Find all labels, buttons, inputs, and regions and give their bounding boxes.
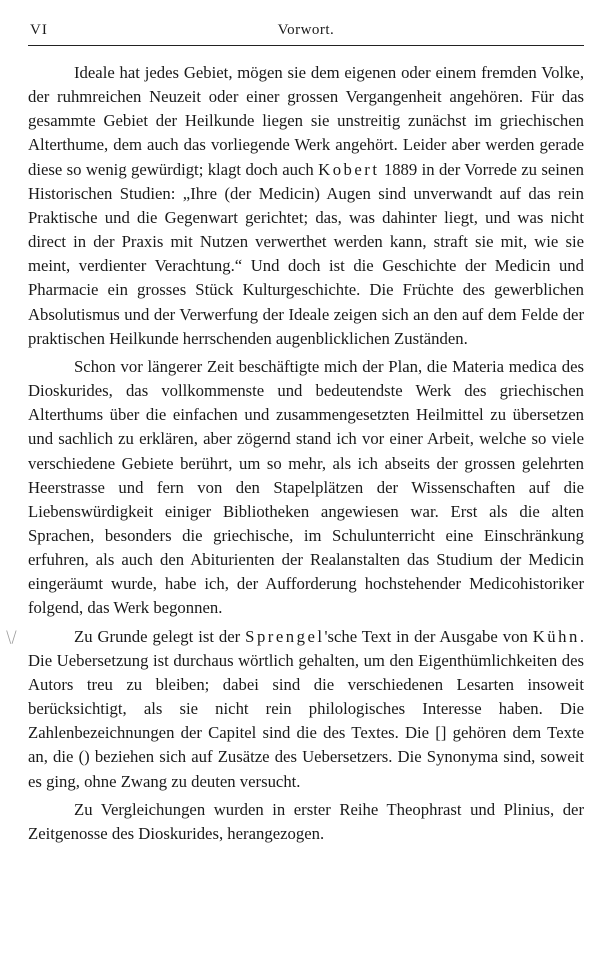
header-rule — [28, 45, 584, 46]
margin-pencil-mark: \/ — [6, 626, 17, 646]
running-title: Vorwort. — [277, 22, 335, 38]
text-run: . Die Uebersetzung ist durchaus wörtlich gehalten, um den Eigenthümlichkeiten des Autors treu zu bleiben; dabei sind die verschiedenen Lesarten insoweit berücksichtigt, als sie nicht rein philologisches Interesse haben. Die Zahlenbezeichnungen der Capitel sind die des Textes. Die [] gehören dem Texte an, die () beziehen sich auf Zusätze des Uebersetzers. Die Synonyma sind, soweit es ging, ohne Zwang zu deuten versucht. — [28, 626, 584, 791]
body-text — [6, 61, 584, 846]
spaced-name: Kühn — [532, 626, 580, 646]
paragraph — [28, 798, 584, 846]
text-run: Ideale hat jedes Gebiet, mögen sie dem eigenen oder einem fremden Volke, der ruhmreichen Neuzeit oder einer grossen Vergangenheit angehören. Für das gesammte Gebiet der Heilkunde liegen sie unstreitig zunächst im griechischen Alterthume, dem auch das vorliegende Werk angehört. Leider aber werden gerade diese so wenig gewürdigt; klagt doch auch — [28, 63, 584, 179]
paragraph — [28, 355, 584, 621]
spaced-name: Sprengel — [245, 626, 325, 646]
text-run: Schon vor längerer Zeit beschäftigte mich der Plan, die Materia medica des Dioskurides, das vollkommenste und bedeutendste Werk des griechischen Alterthums über die einfachen und zusammengesetzten Heilmittel zu übersetzen und sachlich zu erklären, aber zögernd stand ich vor einer Arbeit, welche so viele verschiedene Gebiete berührt, um so mehr, als ich abseits der grossen gelehrten Heerstrasse und fern von den Stapelplätzen der Wissenschaften auf die Liebenswürdigkeit einiger Bibliotheken angewiesen war. Erst als die alten Sprachen, besonders die griechische, im Schulunterricht eine Einschränkung erfuhren, als auch den Abiturienten der Realanstalten das Studium der Medicin eingeräumt wurde, habe ich, der Aufforderung hochstehender Medicohistoriker folgend, das Werk begonnen. — [28, 356, 584, 618]
text-run: 1889 in der Vorrede zu seinen Historischen Studien: „Ihre (der Medicin) Augen sind unverwandt auf das rein Praktische und die Gegenwart gerichtet; das, was dahinter liegt, und was nicht direct in der Praxis mit Nutzen verwerthet werden kann, straft sie mit, wie sie meint, verdienter Verachtung.“ Und doch ist die Geschichte der Medicin und Pharmacie ein grosses Stück Kulturgeschichte. Die Früchte des gewerblichen Absolutismus und der Verwerfung der Ideale zeigen sich an den auf dem Felde der praktischen Heilkunde herrschenden augenblicklichen Zuständen. — [28, 159, 584, 348]
spaced-name: Kobert — [318, 159, 380, 179]
running-head — [28, 18, 584, 44]
page-number: VI — [30, 22, 48, 38]
text-run: 'sche Text in der Ausgabe von — [324, 626, 533, 646]
paragraph — [28, 61, 584, 351]
paragraph — [6, 625, 584, 794]
document-page — [6, 18, 584, 846]
text-run: Zu Vergleichungen wurden in erster Reihe Theophrast und Plinius, der Zeitgenosse des Dioskurides, herangezogen. — [28, 799, 584, 843]
text-run: Zu Grunde gelegt ist der — [74, 626, 246, 646]
